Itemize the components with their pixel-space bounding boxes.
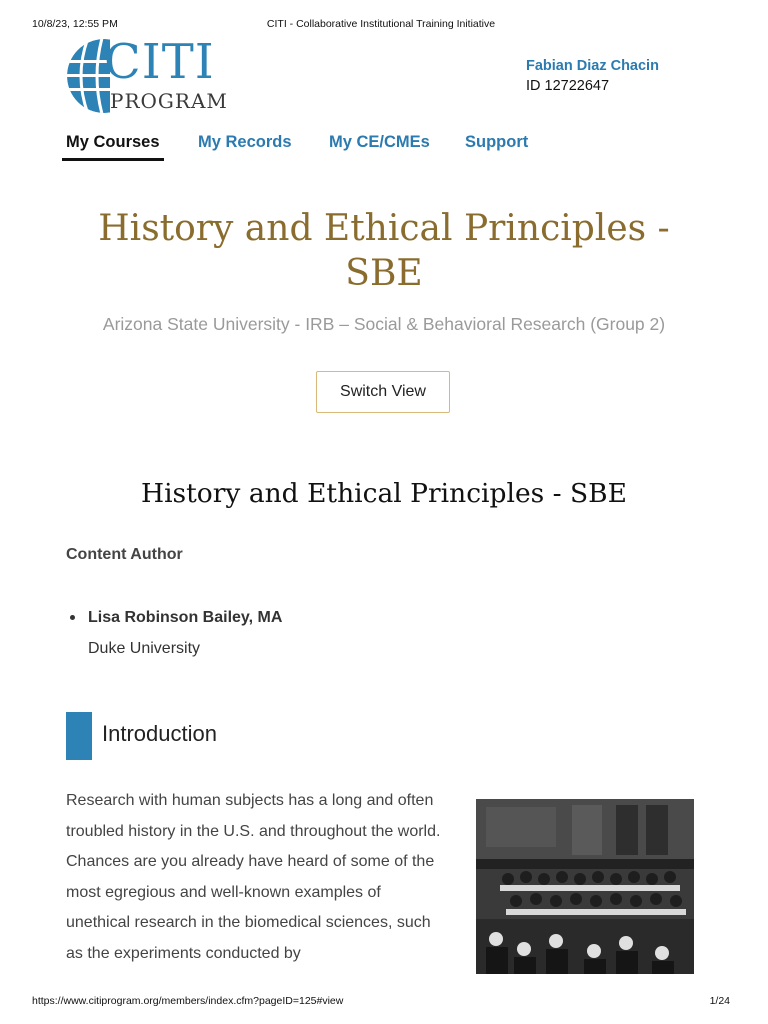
section-accent-bar xyxy=(66,712,92,760)
course-subtitle: Arizona State University - IRB – Social & Behavioral Research (Group 2) xyxy=(102,314,666,334)
print-page-title: CITI - Collaborative Institutional Training Initiative xyxy=(266,18,496,30)
bullet-icon xyxy=(70,615,75,620)
tab-my-records[interactable]: My Records xyxy=(198,133,292,151)
course-title-line2: SBE xyxy=(345,253,423,294)
courtroom-photo xyxy=(476,799,694,974)
print-url: https://www.citiprogram.org/members/index.cfm?pageID=125#view xyxy=(32,995,344,1007)
citi-program-logo[interactable] xyxy=(66,34,236,114)
introduction-heading: Introduction xyxy=(102,721,217,746)
switch-view-button[interactable]: Switch View xyxy=(316,371,450,413)
tab-my-courses[interactable]: My Courses xyxy=(62,131,164,161)
print-header xyxy=(32,18,730,32)
introduction-paragraph: Research with human subjects has a long and often troubled history in the U.S. and throughout the world. Chances are you already have heard of some of the most egregious and well-known examples of unethical research in the biomedical sciences, such as the experiments conducted by xyxy=(66,792,441,962)
logo-program-text: PROGRAM xyxy=(110,89,228,113)
print-footer xyxy=(32,995,730,1009)
module-title: History and Ethical Principles - SBE xyxy=(140,478,628,509)
course-title-line1: History and Ethical Principles - xyxy=(98,208,670,249)
author-institution: Duke University xyxy=(88,640,201,657)
print-page-number: 1/24 xyxy=(709,995,730,1007)
course-title xyxy=(60,206,708,296)
tab-support[interactable]: Support xyxy=(465,133,529,151)
user-id: ID 12722647 xyxy=(526,78,610,94)
content-author-label: Content Author xyxy=(66,546,183,563)
user-name-link[interactable]: Fabian Diaz Chacin xyxy=(526,58,659,74)
logo-citi-text: CITI xyxy=(104,34,215,90)
tab-my-ce-cmes[interactable]: My CE/CMEs xyxy=(329,133,430,151)
user-info xyxy=(526,56,659,96)
print-datetime: 10/8/23, 12:55 PM xyxy=(32,18,118,30)
author-name: Lisa Robinson Bailey, MA xyxy=(88,609,283,626)
